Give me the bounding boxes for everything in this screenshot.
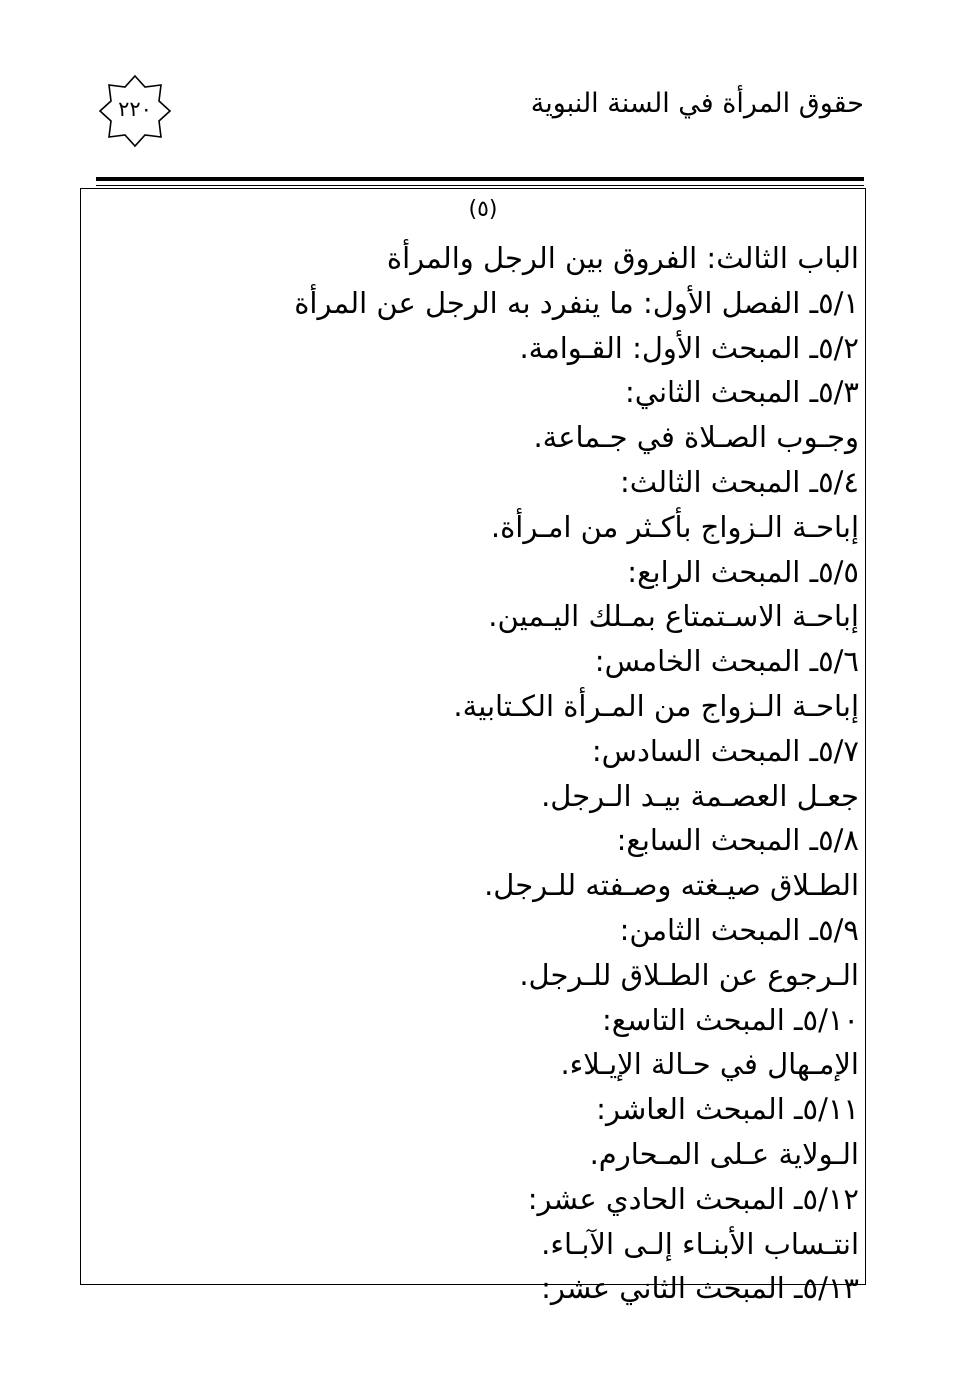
toc-line: ٥/٧ـ المبحث السادس: xyxy=(591,733,859,768)
toc-line: الإمـهال في حـالة الإيـلاء. xyxy=(560,1047,859,1082)
page-number: ٢٢٠ xyxy=(118,97,152,121)
toc-line: وجـوب الصـلاة في جـماعة. xyxy=(533,420,859,455)
toc-line: إباحـة الـزواج من المـرأة الكـتابية. xyxy=(453,688,859,723)
table-of-contents xyxy=(99,236,859,1311)
toc-line: الطـلاق صيـغته وصـفته للـرجل. xyxy=(484,868,859,903)
toc-line: ٥/٣ـ المبحث الثاني: xyxy=(625,375,859,410)
toc-line: ٥/٥ـ المبحث الرابع: xyxy=(627,554,859,589)
toc-line: ٥/٤ـ المبحث الثالث: xyxy=(619,464,859,499)
toc-line: ٥/٨ـ المبحث السابع: xyxy=(616,823,859,858)
toc-line: انتـساب الأبنـاء إلـى الآبـاء. xyxy=(541,1226,859,1261)
toc-line: إباحـة الاسـتمتاع بمـلك اليـمين. xyxy=(488,599,859,634)
running-title: حقوق المرأة في السنة النبوية xyxy=(530,88,864,119)
toc-line: الـرجوع عن الطـلاق للـرجل. xyxy=(519,957,859,992)
header-rule-thick xyxy=(96,177,864,181)
toc-line: ٥/١١ـ المبحث العاشر: xyxy=(596,1092,859,1127)
page-number-badge xyxy=(98,74,172,148)
toc-line: الباب الثالث: الفروق بين الرجل والمرأة xyxy=(386,241,859,275)
toc-line: جعـل العصـمة بيـد الـرجل. xyxy=(541,778,859,813)
toc-line: ٥/١ـ الفصل الأول: ما ينفرد به الرجل عن المرأة xyxy=(294,285,859,320)
toc-line: ٥/١٢ـ المبحث الحادي عشر: xyxy=(527,1181,859,1216)
toc-line: إباحـة الـزواج بأكـثر من امـرأة. xyxy=(490,509,859,544)
toc-line: الـولاية عـلى المـحارم. xyxy=(589,1136,859,1171)
header-rule-thin xyxy=(96,185,864,186)
toc-line: ٥/٢ـ المبحث الأول: القـوامة. xyxy=(519,330,859,365)
toc-line: ٥/١٠ـ المبحث التاسع: xyxy=(601,1002,859,1037)
section-number: (٥) xyxy=(468,197,498,222)
toc-line: ٥/٩ـ المبحث الثامن: xyxy=(619,912,859,947)
toc-line: ٥/١٣ـ المبحث الثاني عشر: xyxy=(541,1271,859,1306)
toc-line: ٥/٦ـ المبحث الخامس: xyxy=(594,644,859,679)
